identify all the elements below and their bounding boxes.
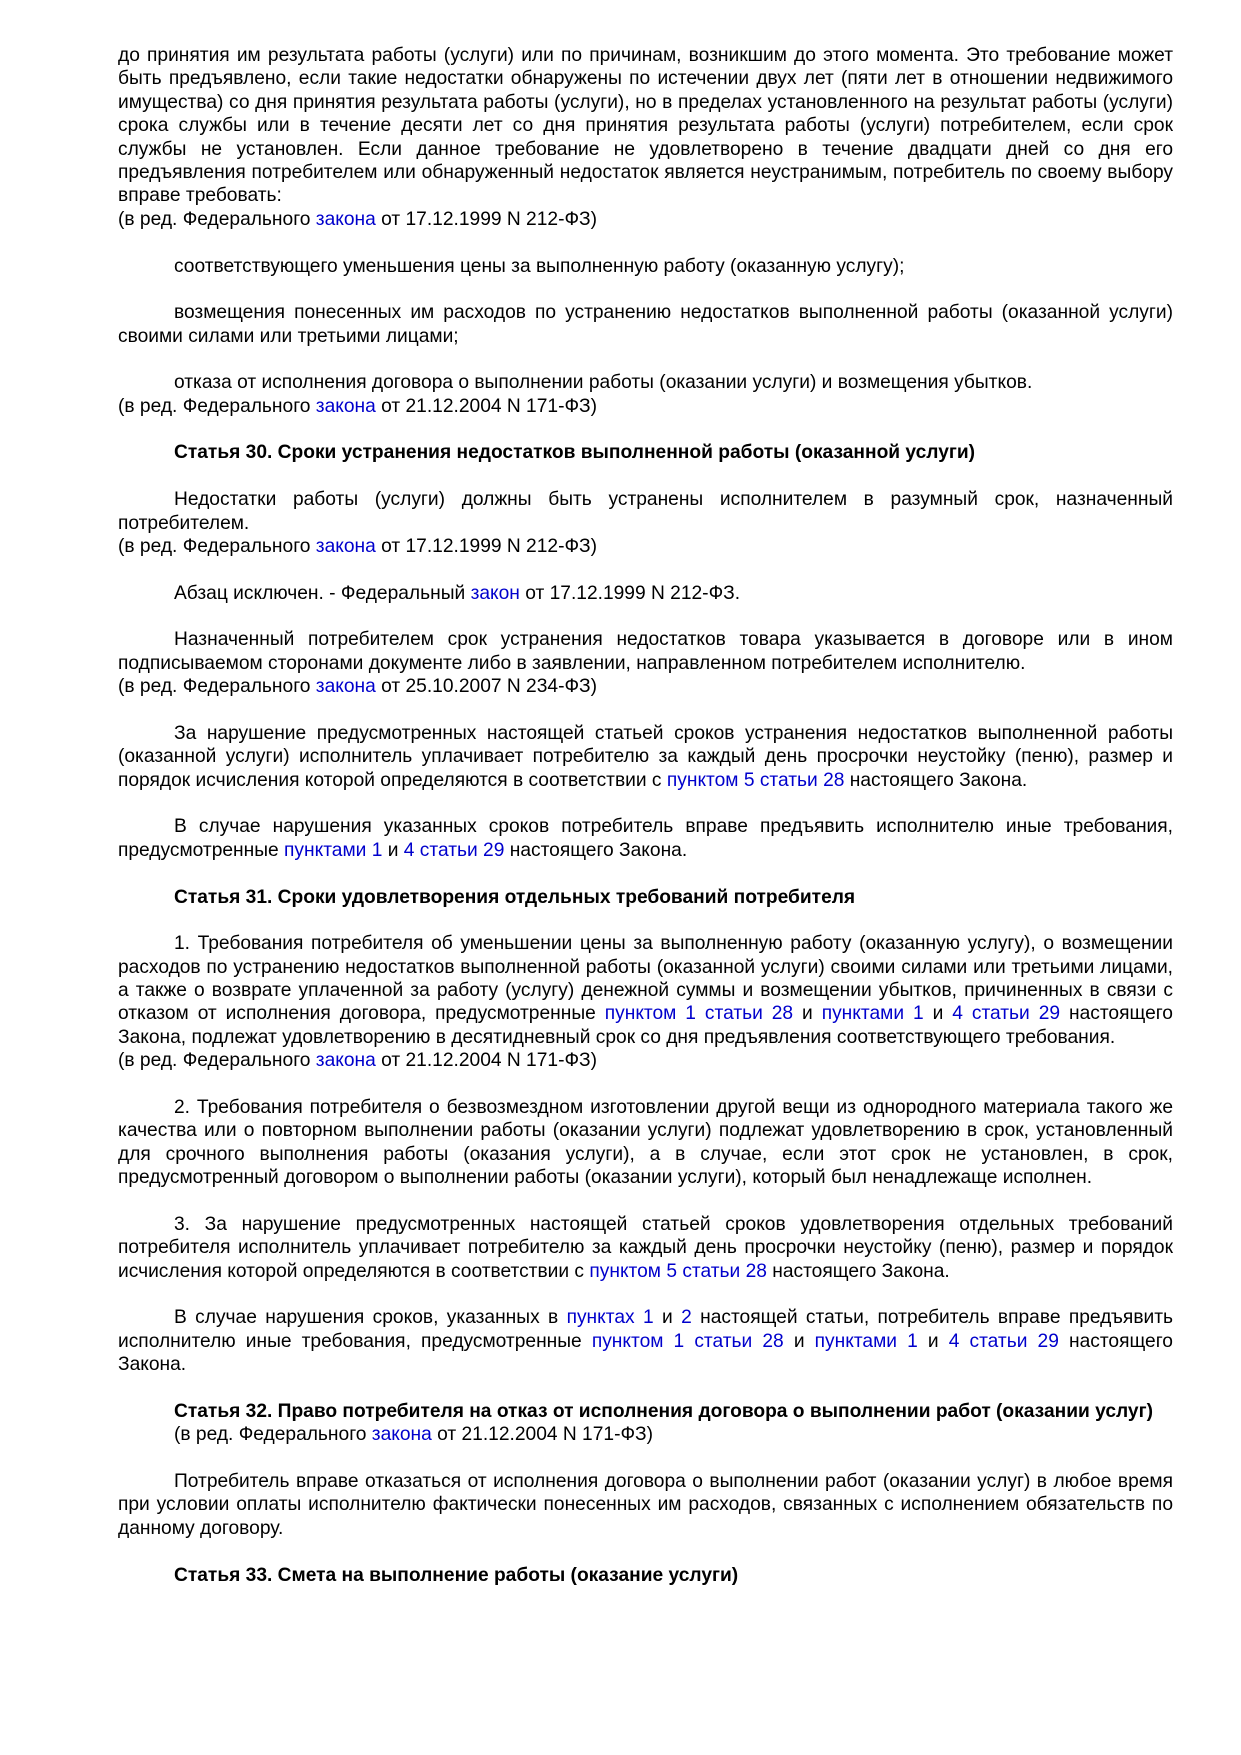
paragraph [118,932,1173,1049]
article-32-heading: Статья 32. Право потребителя на отказ от исполнения договора о выполнении работ (оказании услуг) [174,1400,1153,1422]
paragraph [118,628,1173,675]
article-29-link[interactable]: 4 статьи 29 [952,1003,1061,1025]
note-text: (в ред. Федерального [174,1424,372,1446]
paragraph: возмещения понесенных им расходов по устранению недостатков выполненной работы (оказанной услуги) своими силами или третьими лицами; [118,302,1173,347]
article-30-heading: Статья 30. Сроки устранения недостатков выполненной работы (оказанной услуги) [174,442,976,464]
note-text: (в ред. Федерального [118,1050,316,1072]
note-text: от 21.12.2004 N 171-ФЗ) [375,1050,598,1072]
paragraph [118,1213,1173,1283]
amendment-note [118,1423,1173,1446]
clause-link[interactable]: 2 [681,1307,692,1329]
paragraph-text: В случае нарушения сроков, указанных в [174,1307,567,1329]
clause-link[interactable]: пунктах 1 [566,1307,654,1329]
document-page [118,44,1173,1610]
paragraph-text: Недостатки работы (услуги) должны быть устранены исполнителем в разумный срок, назначенный потребителем. [118,489,1173,534]
paragraph-text: настоящего Закона. [844,769,1028,791]
note-text: от 25.10.2007 N 234-ФЗ) [375,676,598,698]
paragraph-text: и [917,1330,949,1352]
paragraph-text: настоящего Закона. [766,1260,950,1282]
note-text: от 21.12.2004 N 171-ФЗ) [375,395,598,417]
article-31-heading: Статья 31. Сроки удовлетворения отдельных требований потребителя [174,886,856,908]
paragraph [118,582,1173,605]
paragraph: 2. Требования потребителя о безвозмездном изготовлении другой вещи из однородного материала такого же качества или о повторном выполнении работы (оказании услуги) подлежат удовлетворению в срок, установленный для срочного выполнения работы (оказания услуги), а в случае, если этот срок не установлен, в срок, предусмотренный договором о выполнении работы (оказании услуги), который был ненадлежаще исполнен. [118,1096,1173,1189]
paragraph-text: В случае нарушения указанных сроков потребитель вправе предъявить исполнителю иные требования, предусмотренные [118,816,1173,861]
article-28-link[interactable]: пунктом 1 статьи 28 [604,1003,794,1025]
law-link[interactable]: закона [315,1050,376,1072]
paragraph [118,722,1173,792]
paragraph [118,1306,1173,1376]
paragraph [118,44,1173,208]
law-link[interactable]: закона [315,208,376,230]
law-link[interactable]: закона [371,1424,432,1446]
paragraph-text: настоящего Закона, подлежат удовлетворению в десятидневный срок со дня предъявления соответствующего требования. [118,1003,1173,1048]
amendment-note [118,1049,1173,1072]
note-text: (в ред. Федерального [118,535,316,557]
article-28-link[interactable]: пунктом 1 статьи 28 [591,1330,784,1352]
paragraph-text: до принятия им результата работы (услуги) или по причинам, возникшим до этого момента. Это требование может быть предъявлено, если такие недостатки обнаружены по истечении двух лет (пяти лет в отношении недвижимого имущества) со дня принятия результата работы (услуги), но в пределах установленного на результат работы (услуги) срока службы или в течение десяти лет со дня принятия результата работы (услуги) потребителем, если срок службы не установлен. Если данное требование не удовлетворено в течение двадцати дней со дня его предъявления потребителем или обнаруженный недостаток является неустранимым, потребитель по своему выбору вправе требовать: [118,45,1173,207]
law-link[interactable]: закона [315,535,376,557]
paragraph-text: Назначенный потребителем срок устранения недостатков товара указывается в договоре или в ином подписываемом сторонами документе либо в заявлении, направленном потребителем исполнителю. [118,629,1173,674]
article-29-link[interactable]: пунктами 1 [814,1330,918,1352]
note-text: от 17.12.1999 N 212-ФЗ) [375,535,598,557]
article-28-link[interactable]: пунктом 5 статьи 28 [589,1260,767,1282]
paragraph-text: Абзац исключен. - Федеральный [174,582,471,604]
paragraph-text: и [793,1003,822,1025]
paragraph: соответствующего уменьшения цены за выполненную работу (оказанную услугу); [174,255,905,277]
law-link[interactable]: закона [315,676,376,698]
paragraph-text: За нарушение предусмотренных настоящей статьей сроков устранения недостатков выполненной работы (оказанной услуги) исполнитель уплачивает потребителю за каждый день просрочки неустойку (пеню), размер и порядок исчисления которой определяются в соответствии с [118,722,1173,791]
paragraph-text: настоящего Закона. [118,1330,1173,1376]
amendment-note [118,535,1173,558]
article-33-heading: Статья 33. Смета на выполнение работы (оказание услуги) [174,1564,739,1586]
note-text: (в ред. Федерального [118,395,316,417]
paragraph-text: и [653,1307,682,1329]
paragraph [118,815,1173,862]
article-29-link[interactable]: 4 статьи 29 [948,1330,1059,1352]
article-29-link[interactable]: пунктами 1 [284,839,383,861]
law-link[interactable]: закон [470,582,520,604]
paragraph-text: и [382,839,404,861]
amendment-note [118,395,1173,418]
paragraph-text: 3. За нарушение предусмотренных настоящей статьей сроков удовлетворения отдельных требований потребителя исполнитель уплачивает потребителю за каждый день просрочки неустойку (пеню), размер и порядок исчисления которой определяются в соответствии с [118,1213,1173,1282]
paragraph-text: от 17.12.1999 N 212-ФЗ. [519,582,741,604]
paragraph [118,371,1173,394]
article-28-link[interactable]: пунктом 5 статьи 28 [666,769,845,791]
amendment-note [118,675,1173,698]
paragraph-text: отказа от исполнения договора о выполнении работы (оказании услуги) и возмещения убытков. [174,372,1033,394]
note-text: от 21.12.2004 N 171-ФЗ) [431,1424,654,1446]
note-text: от 17.12.1999 N 212-ФЗ) [375,208,598,230]
paragraph-text: настоящего Закона. [504,839,688,861]
paragraph-text: настоящей статьи, потребитель вправе предъявить исполнителю иные требования, предусмотренные [118,1307,1174,1352]
paragraph: Потребитель вправе отказаться от исполнения договора о выполнении работ (оказании услуг) в любое время при условии оплаты исполнителю фактически понесенных им расходов, связанных с исполнением обязательств по данному договору. [118,1471,1173,1539]
law-link[interactable]: закона [315,395,376,417]
paragraph [118,488,1173,535]
paragraph-text: и [783,1330,815,1352]
note-text: (в ред. Федерального [118,676,316,698]
article-29-link[interactable]: 4 статьи 29 [403,839,505,861]
paragraph-text: и [923,1003,953,1025]
paragraph-text: 1. Требования потребителя об уменьшении цены за выполненную работу (оказанную услугу), о возмещении расходов по устранению недостатков выполненной работы (оказанной услуги) своими силами или третьими лицами, а также о возврате уплаченной за работу (услугу) денежной суммы и возмещении убытков, причиненных в связи с отказом от исполнения договора, предусмотренные [118,933,1173,1025]
article-29-link[interactable]: пунктами 1 [821,1003,924,1025]
amendment-note [118,208,1173,231]
note-text: (в ред. Федерального [118,208,316,230]
